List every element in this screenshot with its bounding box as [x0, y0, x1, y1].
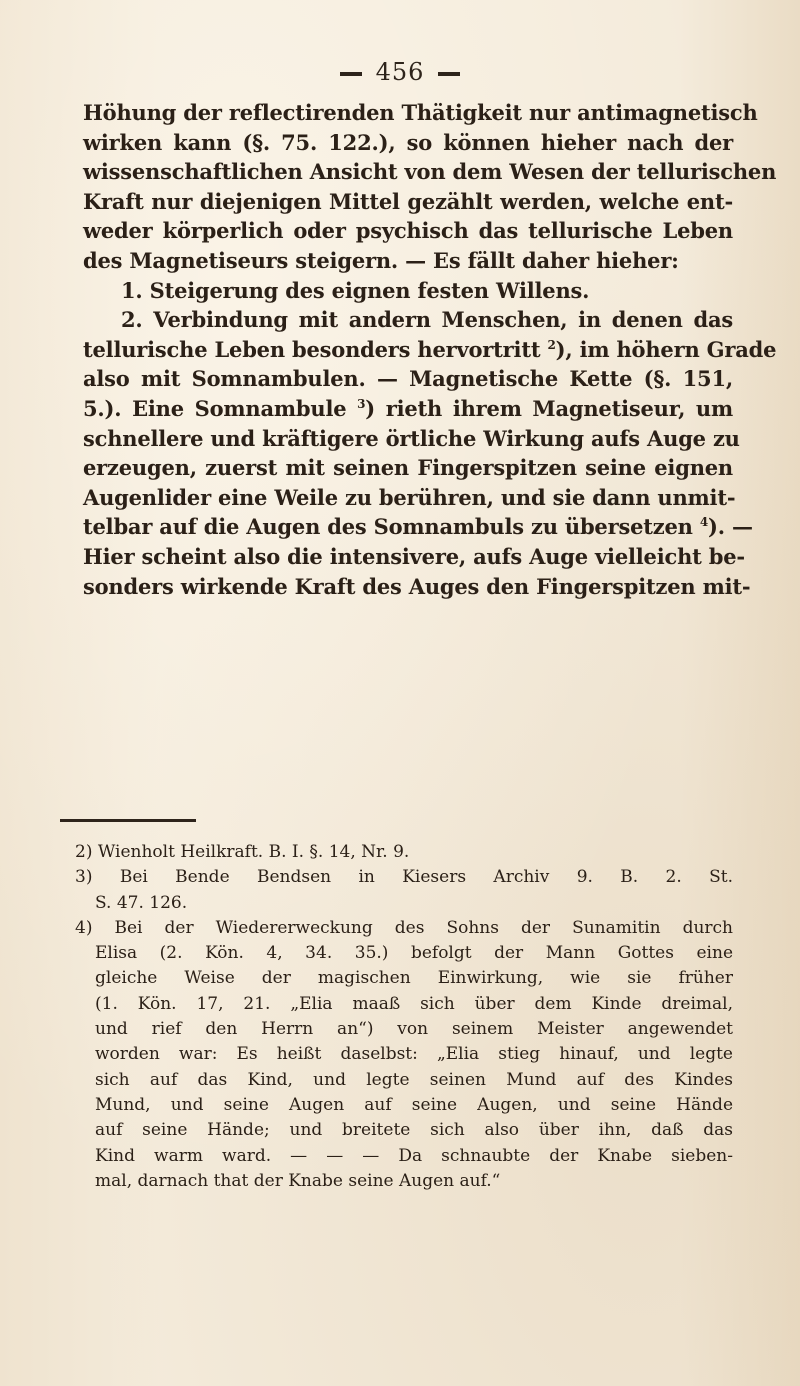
footnote-4-cont: Kind warm ward. — — — Da schnaubte der Knabe sieben- — [95, 1145, 733, 1166]
footnote-4-cont: worden war: Es heißt daselbst: „Elia stieg hinauf, und legte — [95, 1044, 733, 1065]
text-line: also mit Somnambulen. — Magnetische Kette (§. 151, — [83, 366, 733, 392]
footnote-4 — [75, 916, 733, 941]
footnote-ref-3[interactable]: 3 — [357, 396, 366, 411]
text-line: des Magnetiseurs steigern. — Es fällt daher hieher: — [83, 247, 679, 273]
text-line — [83, 512, 753, 542]
text-line — [83, 335, 777, 365]
text-line: schnellere und kräftigere örtliche Wirkung aufs Auge zu — [83, 425, 740, 451]
text-fragment: tellurische Leben besonders hervortritt — [83, 336, 541, 362]
footnote-4-cont: mal, darnach that der Knabe seine Augen auf.“ — [95, 1170, 501, 1191]
footnote-2 — [75, 840, 733, 865]
header-dash-right — [438, 72, 460, 76]
text-line: Höhung der reflectirenden Thätigkeit nur antimagnetisch — [83, 100, 758, 125]
text-fragment: ). — — [707, 514, 753, 540]
text-fragment: ) rieth ihrem Magnetiseur, um — [365, 395, 733, 421]
footnotes — [75, 840, 733, 1194]
footnote-text: Bei Bende Bendsen in Kiesers Archiv 9. B. 2. St. — [119, 867, 733, 888]
footnote-3-cont: S. 47. 126. — [95, 892, 188, 913]
header-dash-left — [340, 72, 362, 76]
text-line: Augenlider eine Weile zu berühren, und sie dann unmit- — [83, 484, 736, 510]
footnote-separator — [60, 819, 196, 822]
text-fragment: ), im höhern Grade — [555, 336, 777, 362]
text-line: Kraft nur diejenigen Mittel gezählt werden, welche ent- — [83, 188, 733, 214]
footnote-marker: 4) — [75, 917, 93, 938]
text-line: Hier scheint also die intensivere, aufs Auge vielleicht be- — [83, 543, 745, 569]
text-line: wissenschaftlichen Ansicht von dem Wesen der tellurischen — [83, 159, 777, 185]
footnote-text: Wienholt Heilkraft. B. I. §. 14, Nr. 9. — [97, 842, 410, 862]
footnote-3 — [75, 865, 733, 890]
footnote-4-cont: gleiche Weise der magischen Einwirkung, wie sie früher — [95, 968, 733, 989]
footnote-4-cont: auf seine Hände; und breitete sich also über ihn, daß das — [95, 1120, 733, 1141]
footnote-text: Bei der Wiedererweckung des Sohns der Sunamitin durch — [114, 917, 733, 938]
text-line: weder körperlich oder psychisch das tellurische Leben — [83, 218, 733, 244]
main-text — [83, 98, 777, 601]
footnote-4-cont: Mund, und seine Augen auf seine Augen, und seine Hände — [95, 1094, 733, 1115]
list-item-2: 2. Verbindung mit andern Menschen, in denen das — [121, 307, 733, 333]
footnote-marker: 3) — [75, 867, 93, 888]
text-line: wirken kann (§. 75. 122.), so können hieher nach der — [83, 129, 733, 155]
footnote-ref-4[interactable]: 4 — [699, 515, 708, 530]
footnote-4-cont: Elisa (2. Kön. 4, 34. 35.) befolgt der Mann Gottes eine — [95, 943, 733, 964]
text-fragment: telbar auf die Augen des Somnambuls zu übersetzen — [83, 514, 693, 540]
text-fragment: 5.). Eine Somnambule — [83, 395, 347, 421]
page-number: 456 — [375, 58, 425, 86]
text-line: sonders wirkende Kraft des Auges den Fingerspitzen mit- — [83, 573, 751, 599]
footnote-4-cont: sich auf das Kind, und legte seinen Mund auf des Kindes — [95, 1069, 733, 1090]
footnote-4-cont: und rief den Herrn an“) von seinem Meister angewendet — [95, 1019, 733, 1040]
text-line — [83, 394, 733, 424]
page-header — [0, 58, 800, 86]
text-line: erzeugen, zuerst mit seinen Fingerspitzen seine eignen — [83, 455, 733, 481]
footnote-ref-2[interactable]: 2 — [547, 337, 556, 352]
list-item-1: 1. Steigerung des eignen festen Willens. — [121, 277, 590, 303]
footnote-4-cont: (1. Kön. 17, 21. „Elia maaß sich über dem Kinde dreimal, — [95, 993, 733, 1014]
footnote-marker: 2) — [75, 842, 93, 862]
